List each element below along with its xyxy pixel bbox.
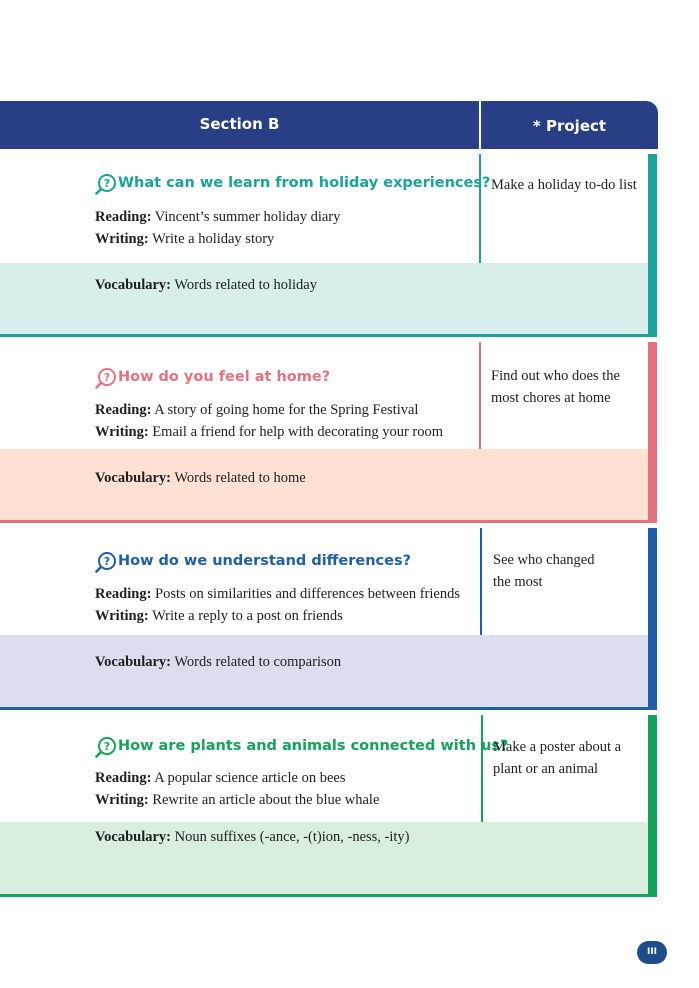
row-color-bar bbox=[648, 154, 657, 337]
project-text: See who changed the most bbox=[493, 552, 595, 590]
reading-text: A popular science article on bees bbox=[154, 770, 346, 786]
reading-line: Reading: A popular science article on bees bbox=[95, 770, 346, 786]
row-color-bar bbox=[648, 528, 657, 710]
column-divider bbox=[479, 342, 481, 449]
row-bottom-line bbox=[0, 894, 648, 897]
unit-row bbox=[0, 154, 658, 337]
reading-text: Posts on similarities and differences between friends bbox=[155, 586, 460, 602]
vocabulary-line: Vocabulary: Noun suffixes (-ance, -(t)ion, -ness, -ity) bbox=[95, 829, 410, 845]
vocabulary-text: Words related to home bbox=[174, 470, 306, 486]
writing-text: Write a holiday story bbox=[152, 231, 275, 247]
question-magnifier-icon bbox=[95, 551, 117, 573]
reading-text: A story of going home for the Spring Festival bbox=[154, 402, 419, 418]
vocabulary-band bbox=[0, 263, 648, 334]
column-divider bbox=[480, 528, 482, 635]
svg-text:?: ? bbox=[103, 177, 111, 190]
row-bottom-line bbox=[0, 707, 648, 710]
row-color-bar bbox=[648, 715, 657, 897]
question-text: How do we understand differences? bbox=[118, 553, 412, 569]
question-text: How do you feel at home? bbox=[118, 369, 331, 385]
writing-line: Writing: Rewrite an article about the blue whale bbox=[95, 792, 380, 808]
svg-text:?: ? bbox=[103, 740, 111, 753]
project-text: Make a holiday to-do list bbox=[491, 177, 637, 193]
column-divider bbox=[481, 715, 483, 822]
section-b-heading: Section B bbox=[199, 115, 280, 133]
question-magnifier-icon bbox=[95, 736, 117, 758]
writing-text: Email a friend for help with decorating your room bbox=[152, 424, 444, 440]
writing-line: Writing: Write a holiday story bbox=[95, 231, 275, 247]
writing-text: Rewrite an article about the blue whale bbox=[152, 792, 380, 808]
vocabulary-text: Noun suffixes (-ance, -(t)ion, -ness, -ity) bbox=[174, 829, 410, 845]
reading-line: Reading: Vincent’s summer holiday diary bbox=[95, 209, 341, 225]
question-magnifier-icon bbox=[95, 367, 117, 389]
row-bottom-line bbox=[0, 334, 648, 337]
unit-row bbox=[0, 715, 658, 897]
writing-text: Write a reply to a post on friends bbox=[152, 608, 343, 624]
project-text: Find out who does the most chores at home bbox=[491, 368, 620, 406]
writing-line: Writing: Email a friend for help with decorating your room bbox=[95, 424, 444, 440]
project-text: Make a poster about a plant or an animal bbox=[493, 739, 622, 777]
vocabulary-line: Vocabulary: Words related to holiday bbox=[95, 277, 317, 293]
vocabulary-line: Vocabulary: Words related to home bbox=[95, 470, 306, 486]
row-color-bar bbox=[648, 342, 657, 523]
question-text: What can we learn from holiday experiences? bbox=[118, 175, 491, 191]
svg-text:?: ? bbox=[103, 371, 111, 384]
reading-line: Reading: Posts on similarities and differences between friends bbox=[95, 586, 460, 602]
table-header bbox=[0, 101, 658, 149]
question-magnifier-icon bbox=[95, 173, 117, 195]
question-text: How are plants and animals connected with us? bbox=[118, 738, 509, 754]
column-divider bbox=[479, 154, 481, 263]
reading-text: Vincent’s summer holiday diary bbox=[154, 209, 341, 225]
row-bottom-line bbox=[0, 520, 648, 523]
vocabulary-line: Vocabulary: Words related to comparison bbox=[95, 654, 342, 670]
page-number-badge: III bbox=[637, 941, 667, 964]
reading-line: Reading: A story of going home for the Spring Festival bbox=[95, 402, 419, 418]
writing-line: Writing: Write a reply to a post on friends bbox=[95, 608, 343, 624]
svg-text:?: ? bbox=[103, 555, 111, 568]
vocabulary-text: Words related to comparison bbox=[174, 654, 342, 670]
vocabulary-band bbox=[0, 635, 648, 707]
unit-row bbox=[0, 342, 658, 523]
unit-row bbox=[0, 528, 658, 710]
vocabulary-text: Words related to holiday bbox=[174, 277, 317, 293]
project-heading: * Project bbox=[532, 117, 607, 135]
